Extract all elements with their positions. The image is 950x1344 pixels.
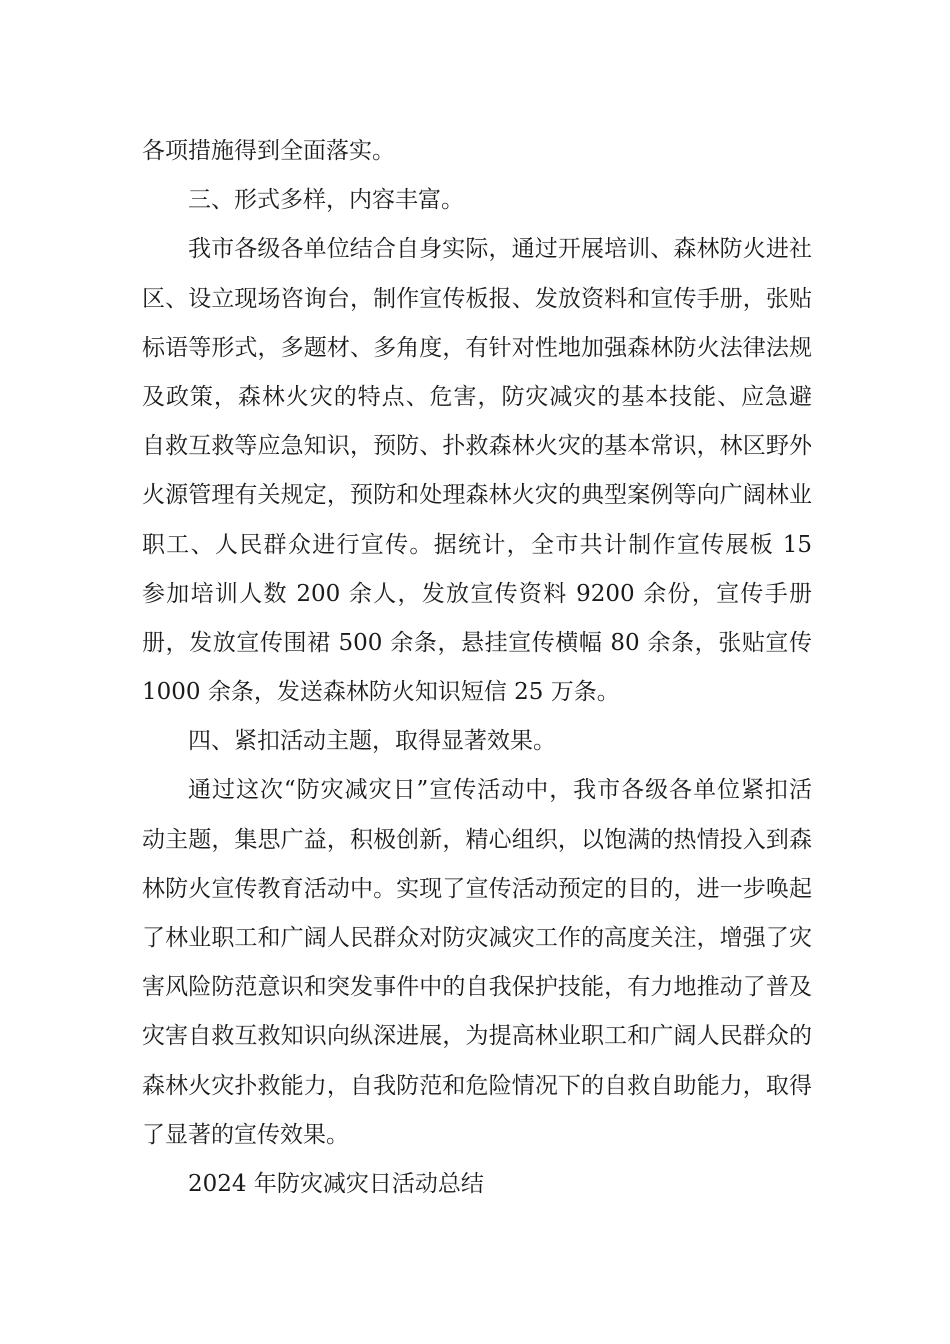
document-body [142, 127, 812, 1209]
text-line: 了林业职工和广阔人民群众对防灾减灾工作的高度关注，增强了灾 [142, 925, 812, 951]
text-line: 标语等形式，多题材、多角度，有针对性地加强森林防火法律法规 [142, 334, 812, 361]
text-line: 自救互救等应急知识，预防、扑救森林火灾的基本常识，林区野外 [142, 433, 812, 460]
text-line: 灾害自救互救知识向纵深进展，为提高林业职工和广阔人民群众的 [142, 1023, 812, 1050]
text-line: 区、设立现场咨询台，制作宣传板报、发放资料和宣传手册，张贴 [142, 285, 812, 312]
text-line: 册，发放宣传围裙 500 余条，悬挂宣传横幅 80 余条，张贴宣传 [142, 629, 812, 656]
text-line: 火源管理有关规定，预防和处理森林火灾的典型案例等向广阔林业 [142, 482, 812, 509]
text-line: 了显著的宣传效果。 [142, 1121, 349, 1148]
text-line: 害风险防范意识和突发事件中的自我保护技能，有力地推动了普及 [142, 974, 812, 1001]
text-line: 动主题，集思广益，积极创新，精心组织，以饱满的热情投入到森 [142, 826, 812, 853]
text-line: 各项措施得到全面落实。 [142, 138, 395, 164]
section-heading: 三、形式多样，内容丰富。 [188, 187, 464, 214]
document-title: 2024 年防灾减灾日活动总结 [188, 1170, 484, 1197]
text-line: 参加培训人数 200 余人，发放宣传资料 9200 余份，宣传手册 [142, 580, 812, 607]
text-line: 林防火宣传教育活动中。实现了宣传活动预定的目的，进一步唤起 [142, 875, 812, 902]
text-line: 1000 余条，发送森林防火知识短信 25 万条。 [142, 679, 620, 706]
text-line: 职工、人民群众进行宣传。据统计，全市共计制作宣传展板 15 [142, 531, 812, 558]
text-line: 及政策，森林火灾的特点、危害，防灾减灾的基本技能、应急避 [142, 383, 812, 410]
text-line: 我市各级各单位结合自身实际，通过开展培训、森林防火进社 [188, 236, 812, 263]
text-line: 森林火灾扑救能力，自我防范和危险情况下的自救自助能力，取得 [142, 1072, 812, 1099]
section-heading: 四、紧扣活动主题，取得显著效果。 [188, 728, 556, 755]
text-line: 通过这次“防灾减灾日”宣传活动中，我市各级各单位紧扣活 [188, 777, 812, 804]
